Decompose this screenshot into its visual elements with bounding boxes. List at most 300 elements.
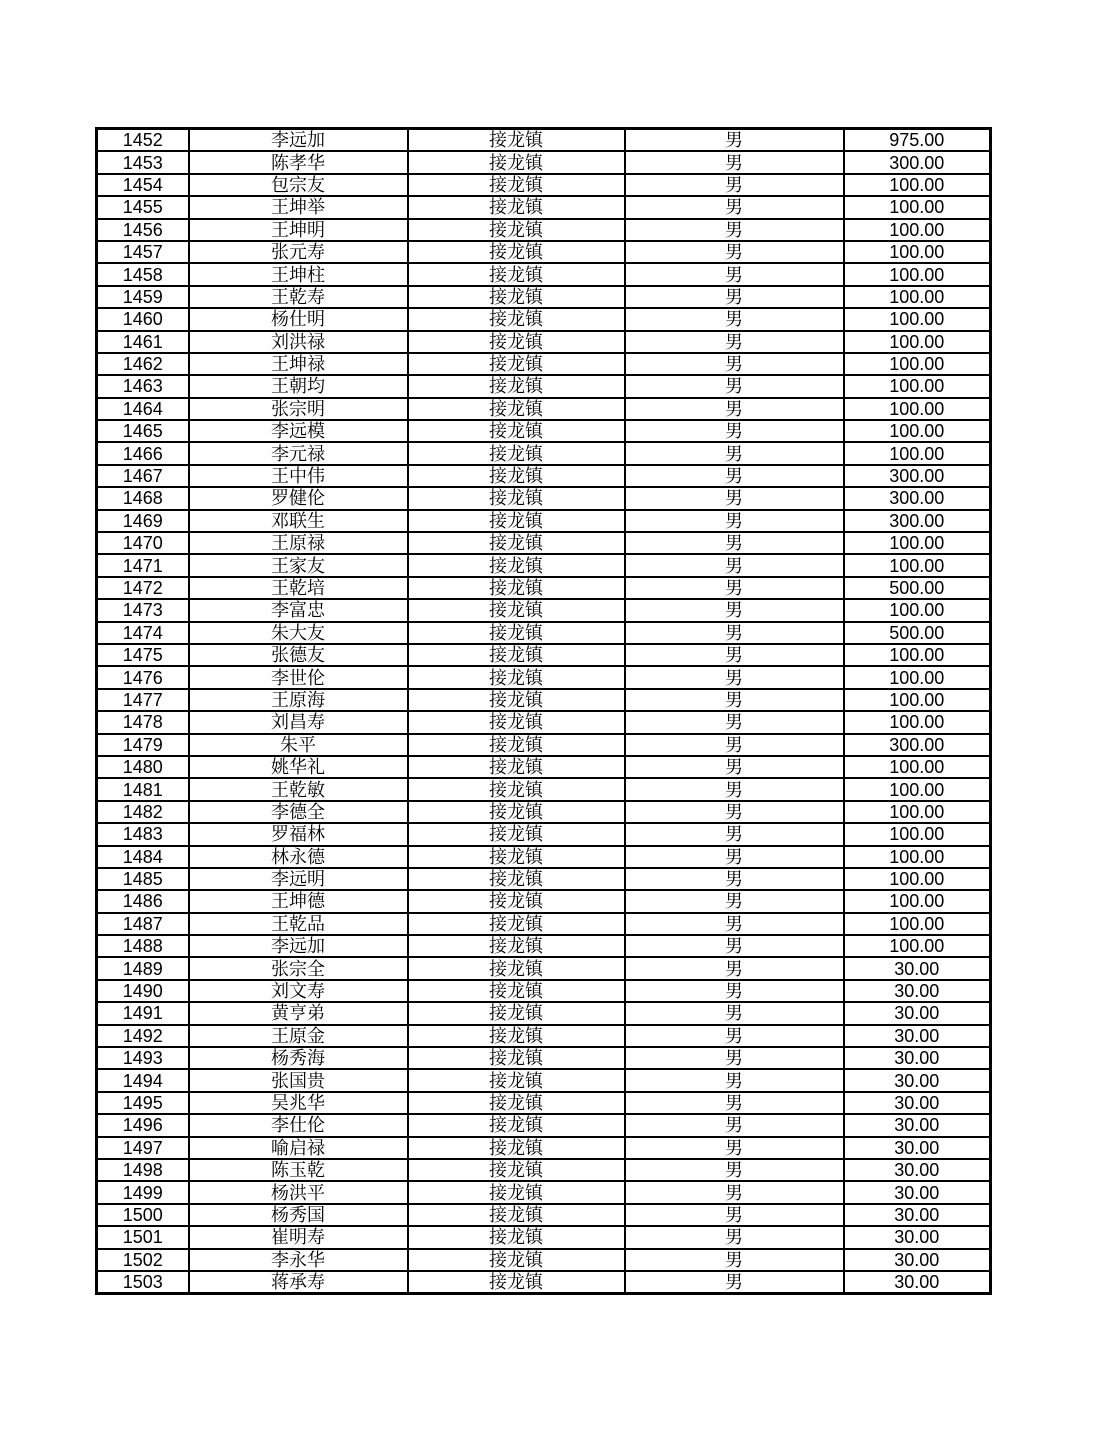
cell-amount: 100.00: [844, 913, 991, 935]
cell-gender: 男: [625, 1114, 844, 1136]
cell-town: 接龙镇: [408, 1181, 625, 1203]
cell-name: 崔明寿: [189, 1226, 408, 1248]
cell-amount: 100.00: [844, 219, 991, 241]
cell-amount: 100.00: [844, 286, 991, 308]
table-row: [97, 778, 991, 800]
cell-amount: 300.00: [844, 734, 991, 756]
table-row: [97, 129, 991, 152]
cell-town: 接龙镇: [408, 129, 625, 152]
cell-amount: 100.00: [844, 823, 991, 845]
table-row: [97, 801, 991, 823]
cell-gender: 男: [625, 487, 844, 509]
cell-serial-number: 1455: [97, 196, 189, 218]
cell-name: 王乾培: [189, 577, 408, 599]
table-row: [97, 554, 991, 576]
cell-serial-number: 1460: [97, 308, 189, 330]
table-row: [97, 868, 991, 890]
cell-gender: 男: [625, 689, 844, 711]
cell-town: 接龙镇: [408, 689, 625, 711]
cell-name: 包宗友: [189, 174, 408, 196]
cell-serial-number: 1462: [97, 353, 189, 375]
cell-name: 李世伦: [189, 666, 408, 688]
cell-town: 接龙镇: [408, 532, 625, 554]
cell-amount: 30.00: [844, 1137, 991, 1159]
table-row: [97, 980, 991, 1002]
cell-town: 接龙镇: [408, 1137, 625, 1159]
cell-gender: 男: [625, 913, 844, 935]
cell-name: 罗健伦: [189, 487, 408, 509]
cell-amount: 100.00: [844, 801, 991, 823]
cell-town: 接龙镇: [408, 308, 625, 330]
cell-name: 朱平: [189, 734, 408, 756]
table-row: [97, 622, 991, 644]
cell-name: 王中伟: [189, 465, 408, 487]
cell-serial-number: 1487: [97, 913, 189, 935]
cell-serial-number: 1454: [97, 174, 189, 196]
cell-name: 王原禄: [189, 532, 408, 554]
cell-name: 张宗全: [189, 957, 408, 979]
cell-serial-number: 1478: [97, 711, 189, 733]
cell-town: 接龙镇: [408, 756, 625, 778]
cell-name: 蒋承寿: [189, 1271, 408, 1294]
cell-serial-number: 1463: [97, 375, 189, 397]
cell-amount: 30.00: [844, 1204, 991, 1226]
cell-name: 李远加: [189, 935, 408, 957]
cell-name: 李元禄: [189, 442, 408, 464]
cell-town: 接龙镇: [408, 331, 625, 353]
cell-town: 接龙镇: [408, 353, 625, 375]
table-row: [97, 174, 991, 196]
cell-amount: 100.00: [844, 778, 991, 800]
cell-gender: 男: [625, 1047, 844, 1069]
cell-gender: 男: [625, 174, 844, 196]
cell-amount: 100.00: [844, 196, 991, 218]
cell-amount: 30.00: [844, 1002, 991, 1024]
cell-gender: 男: [625, 219, 844, 241]
cell-gender: 男: [625, 666, 844, 688]
cell-town: 接龙镇: [408, 1114, 625, 1136]
cell-amount: 100.00: [844, 868, 991, 890]
table-row: [97, 1114, 991, 1136]
cell-amount: 30.00: [844, 1047, 991, 1069]
table-row: [97, 510, 991, 532]
cell-amount: 100.00: [844, 890, 991, 912]
cell-name: 王坤明: [189, 219, 408, 241]
cell-town: 接龙镇: [408, 868, 625, 890]
cell-gender: 男: [625, 1249, 844, 1271]
table-row: [97, 331, 991, 353]
table-row: [97, 1159, 991, 1181]
cell-gender: 男: [625, 599, 844, 621]
cell-serial-number: 1482: [97, 801, 189, 823]
cell-town: 接龙镇: [408, 286, 625, 308]
table-row: [97, 644, 991, 666]
cell-amount: 100.00: [844, 308, 991, 330]
cell-serial-number: 1486: [97, 890, 189, 912]
cell-town: 接龙镇: [408, 711, 625, 733]
cell-amount: 100.00: [844, 756, 991, 778]
table-row: [97, 823, 991, 845]
cell-town: 接龙镇: [408, 442, 625, 464]
cell-serial-number: 1480: [97, 756, 189, 778]
cell-serial-number: 1502: [97, 1249, 189, 1271]
cell-gender: 男: [625, 465, 844, 487]
cell-gender: 男: [625, 331, 844, 353]
cell-amount: 30.00: [844, 1025, 991, 1047]
cell-name: 杨秀海: [189, 1047, 408, 1069]
table-row: [97, 1204, 991, 1226]
table-row: [97, 734, 991, 756]
cell-amount: 300.00: [844, 465, 991, 487]
cell-name: 朱大友: [189, 622, 408, 644]
cell-amount: 100.00: [844, 375, 991, 397]
cell-gender: 男: [625, 286, 844, 308]
cell-town: 接龙镇: [408, 1159, 625, 1181]
cell-name: 罗福林: [189, 823, 408, 845]
cell-serial-number: 1453: [97, 151, 189, 173]
cell-gender: 男: [625, 1226, 844, 1248]
cell-gender: 男: [625, 532, 844, 554]
cell-name: 林永德: [189, 846, 408, 868]
cell-serial-number: 1499: [97, 1181, 189, 1203]
cell-serial-number: 1471: [97, 554, 189, 576]
cell-gender: 男: [625, 980, 844, 1002]
cell-amount: 100.00: [844, 644, 991, 666]
table-row: [97, 1069, 991, 1091]
cell-serial-number: 1491: [97, 1002, 189, 1024]
table-row: [97, 957, 991, 979]
table-row: [97, 890, 991, 912]
cell-town: 接龙镇: [408, 375, 625, 397]
table-body: [97, 129, 991, 1294]
cell-gender: 男: [625, 823, 844, 845]
table-row: [97, 241, 991, 263]
cell-name: 张国贵: [189, 1069, 408, 1091]
cell-serial-number: 1500: [97, 1204, 189, 1226]
cell-serial-number: 1457: [97, 241, 189, 263]
cell-serial-number: 1474: [97, 622, 189, 644]
cell-serial-number: 1458: [97, 263, 189, 285]
cell-town: 接龙镇: [408, 465, 625, 487]
table-row: [97, 353, 991, 375]
cell-gender: 男: [625, 420, 844, 442]
cell-name: 陈孝华: [189, 151, 408, 173]
cell-gender: 男: [625, 353, 844, 375]
cell-town: 接龙镇: [408, 1226, 625, 1248]
cell-serial-number: 1459: [97, 286, 189, 308]
cell-name: 王坤举: [189, 196, 408, 218]
cell-amount: 100.00: [844, 532, 991, 554]
cell-town: 接龙镇: [408, 219, 625, 241]
cell-gender: 男: [625, 241, 844, 263]
cell-amount: 300.00: [844, 487, 991, 509]
cell-name: 王坤禄: [189, 353, 408, 375]
cell-serial-number: 1466: [97, 442, 189, 464]
cell-gender: 男: [625, 890, 844, 912]
cell-name: 王坤柱: [189, 263, 408, 285]
cell-town: 接龙镇: [408, 420, 625, 442]
cell-amount: 100.00: [844, 599, 991, 621]
cell-town: 接龙镇: [408, 935, 625, 957]
cell-town: 接龙镇: [408, 1092, 625, 1114]
cell-gender: 男: [625, 778, 844, 800]
cell-serial-number: 1467: [97, 465, 189, 487]
cell-serial-number: 1483: [97, 823, 189, 845]
cell-town: 接龙镇: [408, 778, 625, 800]
cell-gender: 男: [625, 308, 844, 330]
cell-name: 刘洪禄: [189, 331, 408, 353]
cell-name: 张德友: [189, 644, 408, 666]
cell-name: 姚华礼: [189, 756, 408, 778]
cell-serial-number: 1464: [97, 398, 189, 420]
cell-serial-number: 1494: [97, 1069, 189, 1091]
cell-town: 接龙镇: [408, 801, 625, 823]
cell-town: 接龙镇: [408, 577, 625, 599]
cell-gender: 男: [625, 129, 844, 152]
cell-serial-number: 1489: [97, 957, 189, 979]
cell-amount: 300.00: [844, 151, 991, 173]
cell-name: 杨仕明: [189, 308, 408, 330]
cell-gender: 男: [625, 868, 844, 890]
cell-amount: 30.00: [844, 1181, 991, 1203]
cell-amount: 100.00: [844, 935, 991, 957]
sheet-region: [95, 127, 989, 1295]
cell-name: 李德全: [189, 801, 408, 823]
table-row: [97, 286, 991, 308]
table-row: [97, 935, 991, 957]
cell-serial-number: 1476: [97, 666, 189, 688]
cell-serial-number: 1492: [97, 1025, 189, 1047]
table-row: [97, 1226, 991, 1248]
cell-gender: 男: [625, 1159, 844, 1181]
cell-gender: 男: [625, 756, 844, 778]
cell-serial-number: 1477: [97, 689, 189, 711]
cell-name: 王原海: [189, 689, 408, 711]
cell-amount: 30.00: [844, 1271, 991, 1294]
cell-gender: 男: [625, 1069, 844, 1091]
cell-gender: 男: [625, 1181, 844, 1203]
cell-name: 王原金: [189, 1025, 408, 1047]
cell-serial-number: 1473: [97, 599, 189, 621]
cell-town: 接龙镇: [408, 1047, 625, 1069]
table-row: [97, 756, 991, 778]
cell-amount: 100.00: [844, 666, 991, 688]
table-row: [97, 1181, 991, 1203]
cell-serial-number: 1495: [97, 1092, 189, 1114]
cell-gender: 男: [625, 1025, 844, 1047]
cell-town: 接龙镇: [408, 1069, 625, 1091]
cell-amount: 500.00: [844, 622, 991, 644]
cell-name: 王坤德: [189, 890, 408, 912]
cell-gender: 男: [625, 957, 844, 979]
cell-name: 王乾敏: [189, 778, 408, 800]
cell-town: 接龙镇: [408, 241, 625, 263]
cell-gender: 男: [625, 734, 844, 756]
table-row: [97, 487, 991, 509]
cell-gender: 男: [625, 1271, 844, 1294]
cell-gender: 男: [625, 1002, 844, 1024]
table-row: [97, 219, 991, 241]
cell-name: 王乾品: [189, 913, 408, 935]
table-row: [97, 599, 991, 621]
table-row: [97, 1047, 991, 1069]
cell-amount: 30.00: [844, 1249, 991, 1271]
cell-serial-number: 1496: [97, 1114, 189, 1136]
cell-name: 黄亨弟: [189, 1002, 408, 1024]
cell-serial-number: 1469: [97, 510, 189, 532]
cell-serial-number: 1470: [97, 532, 189, 554]
cell-amount: 30.00: [844, 957, 991, 979]
cell-gender: 男: [625, 577, 844, 599]
cell-serial-number: 1490: [97, 980, 189, 1002]
cell-amount: 300.00: [844, 510, 991, 532]
cell-name: 王家友: [189, 554, 408, 576]
cell-serial-number: 1479: [97, 734, 189, 756]
cell-amount: 30.00: [844, 1092, 991, 1114]
cell-serial-number: 1503: [97, 1271, 189, 1294]
cell-gender: 男: [625, 644, 844, 666]
cell-serial-number: 1497: [97, 1137, 189, 1159]
cell-town: 接龙镇: [408, 196, 625, 218]
table-row: [97, 1002, 991, 1024]
cell-amount: 100.00: [844, 689, 991, 711]
cell-serial-number: 1498: [97, 1159, 189, 1181]
cell-serial-number: 1465: [97, 420, 189, 442]
cell-town: 接龙镇: [408, 510, 625, 532]
table-row: [97, 1025, 991, 1047]
cell-name: 吴兆华: [189, 1092, 408, 1114]
table-row: [97, 1137, 991, 1159]
cell-gender: 男: [625, 442, 844, 464]
cell-gender: 男: [625, 846, 844, 868]
cell-name: 邓联生: [189, 510, 408, 532]
cell-amount: 975.00: [844, 129, 991, 152]
cell-amount: 30.00: [844, 1226, 991, 1248]
cell-serial-number: 1481: [97, 778, 189, 800]
cell-amount: 30.00: [844, 1159, 991, 1181]
cell-name: 王乾寿: [189, 286, 408, 308]
cell-gender: 男: [625, 622, 844, 644]
cell-town: 接龙镇: [408, 1204, 625, 1226]
cell-town: 接龙镇: [408, 734, 625, 756]
table-row: [97, 420, 991, 442]
cell-name: 王朝均: [189, 375, 408, 397]
cell-amount: 100.00: [844, 174, 991, 196]
cell-amount: 100.00: [844, 353, 991, 375]
cell-name: 喻启禄: [189, 1137, 408, 1159]
cell-town: 接龙镇: [408, 1025, 625, 1047]
table-row: [97, 689, 991, 711]
cell-amount: 500.00: [844, 577, 991, 599]
cell-gender: 男: [625, 398, 844, 420]
table-row: [97, 913, 991, 935]
roster-table: [95, 127, 992, 1295]
cell-town: 接龙镇: [408, 644, 625, 666]
cell-amount: 30.00: [844, 1069, 991, 1091]
cell-gender: 男: [625, 510, 844, 532]
cell-amount: 100.00: [844, 846, 991, 868]
cell-gender: 男: [625, 196, 844, 218]
cell-name: 刘文寿: [189, 980, 408, 1002]
table-row: [97, 465, 991, 487]
table-row: [97, 1271, 991, 1294]
table-row: [97, 1092, 991, 1114]
cell-town: 接龙镇: [408, 174, 625, 196]
cell-town: 接龙镇: [408, 487, 625, 509]
table-row: [97, 442, 991, 464]
cell-gender: 男: [625, 1137, 844, 1159]
cell-serial-number: 1472: [97, 577, 189, 599]
cell-amount: 100.00: [844, 711, 991, 733]
cell-gender: 男: [625, 1092, 844, 1114]
cell-town: 接龙镇: [408, 913, 625, 935]
cell-town: 接龙镇: [408, 398, 625, 420]
cell-amount: 100.00: [844, 420, 991, 442]
table-row: [97, 151, 991, 173]
table-row: [97, 532, 991, 554]
cell-name: 杨洪平: [189, 1181, 408, 1203]
cell-town: 接龙镇: [408, 846, 625, 868]
cell-name: 张宗明: [189, 398, 408, 420]
table-row: [97, 398, 991, 420]
cell-town: 接龙镇: [408, 1249, 625, 1271]
table-row: [97, 308, 991, 330]
cell-name: 陈玉乾: [189, 1159, 408, 1181]
cell-town: 接龙镇: [408, 823, 625, 845]
cell-serial-number: 1485: [97, 868, 189, 890]
cell-name: 刘昌寿: [189, 711, 408, 733]
cell-amount: 100.00: [844, 263, 991, 285]
cell-gender: 男: [625, 935, 844, 957]
cell-serial-number: 1468: [97, 487, 189, 509]
cell-town: 接龙镇: [408, 599, 625, 621]
cell-serial-number: 1484: [97, 846, 189, 868]
cell-name: 李仕伦: [189, 1114, 408, 1136]
cell-serial-number: 1493: [97, 1047, 189, 1069]
cell-amount: 100.00: [844, 241, 991, 263]
cell-town: 接龙镇: [408, 554, 625, 576]
cell-town: 接龙镇: [408, 957, 625, 979]
table-row: [97, 375, 991, 397]
cell-name: 李富忠: [189, 599, 408, 621]
cell-serial-number: 1452: [97, 129, 189, 152]
cell-name: 李远明: [189, 868, 408, 890]
cell-amount: 100.00: [844, 398, 991, 420]
cell-amount: 100.00: [844, 554, 991, 576]
table-row: [97, 263, 991, 285]
cell-town: 接龙镇: [408, 263, 625, 285]
cell-town: 接龙镇: [408, 890, 625, 912]
cell-amount: 30.00: [844, 980, 991, 1002]
table-row: [97, 711, 991, 733]
cell-serial-number: 1475: [97, 644, 189, 666]
cell-amount: 100.00: [844, 331, 991, 353]
cell-name: 张元寿: [189, 241, 408, 263]
cell-gender: 男: [625, 151, 844, 173]
table-row: [97, 666, 991, 688]
table-row: [97, 846, 991, 868]
cell-town: 接龙镇: [408, 1002, 625, 1024]
cell-serial-number: 1488: [97, 935, 189, 957]
table-row: [97, 1249, 991, 1271]
cell-gender: 男: [625, 711, 844, 733]
cell-gender: 男: [625, 375, 844, 397]
cell-amount: 30.00: [844, 1114, 991, 1136]
table-row: [97, 196, 991, 218]
cell-town: 接龙镇: [408, 151, 625, 173]
cell-town: 接龙镇: [408, 980, 625, 1002]
cell-name: 李永华: [189, 1249, 408, 1271]
